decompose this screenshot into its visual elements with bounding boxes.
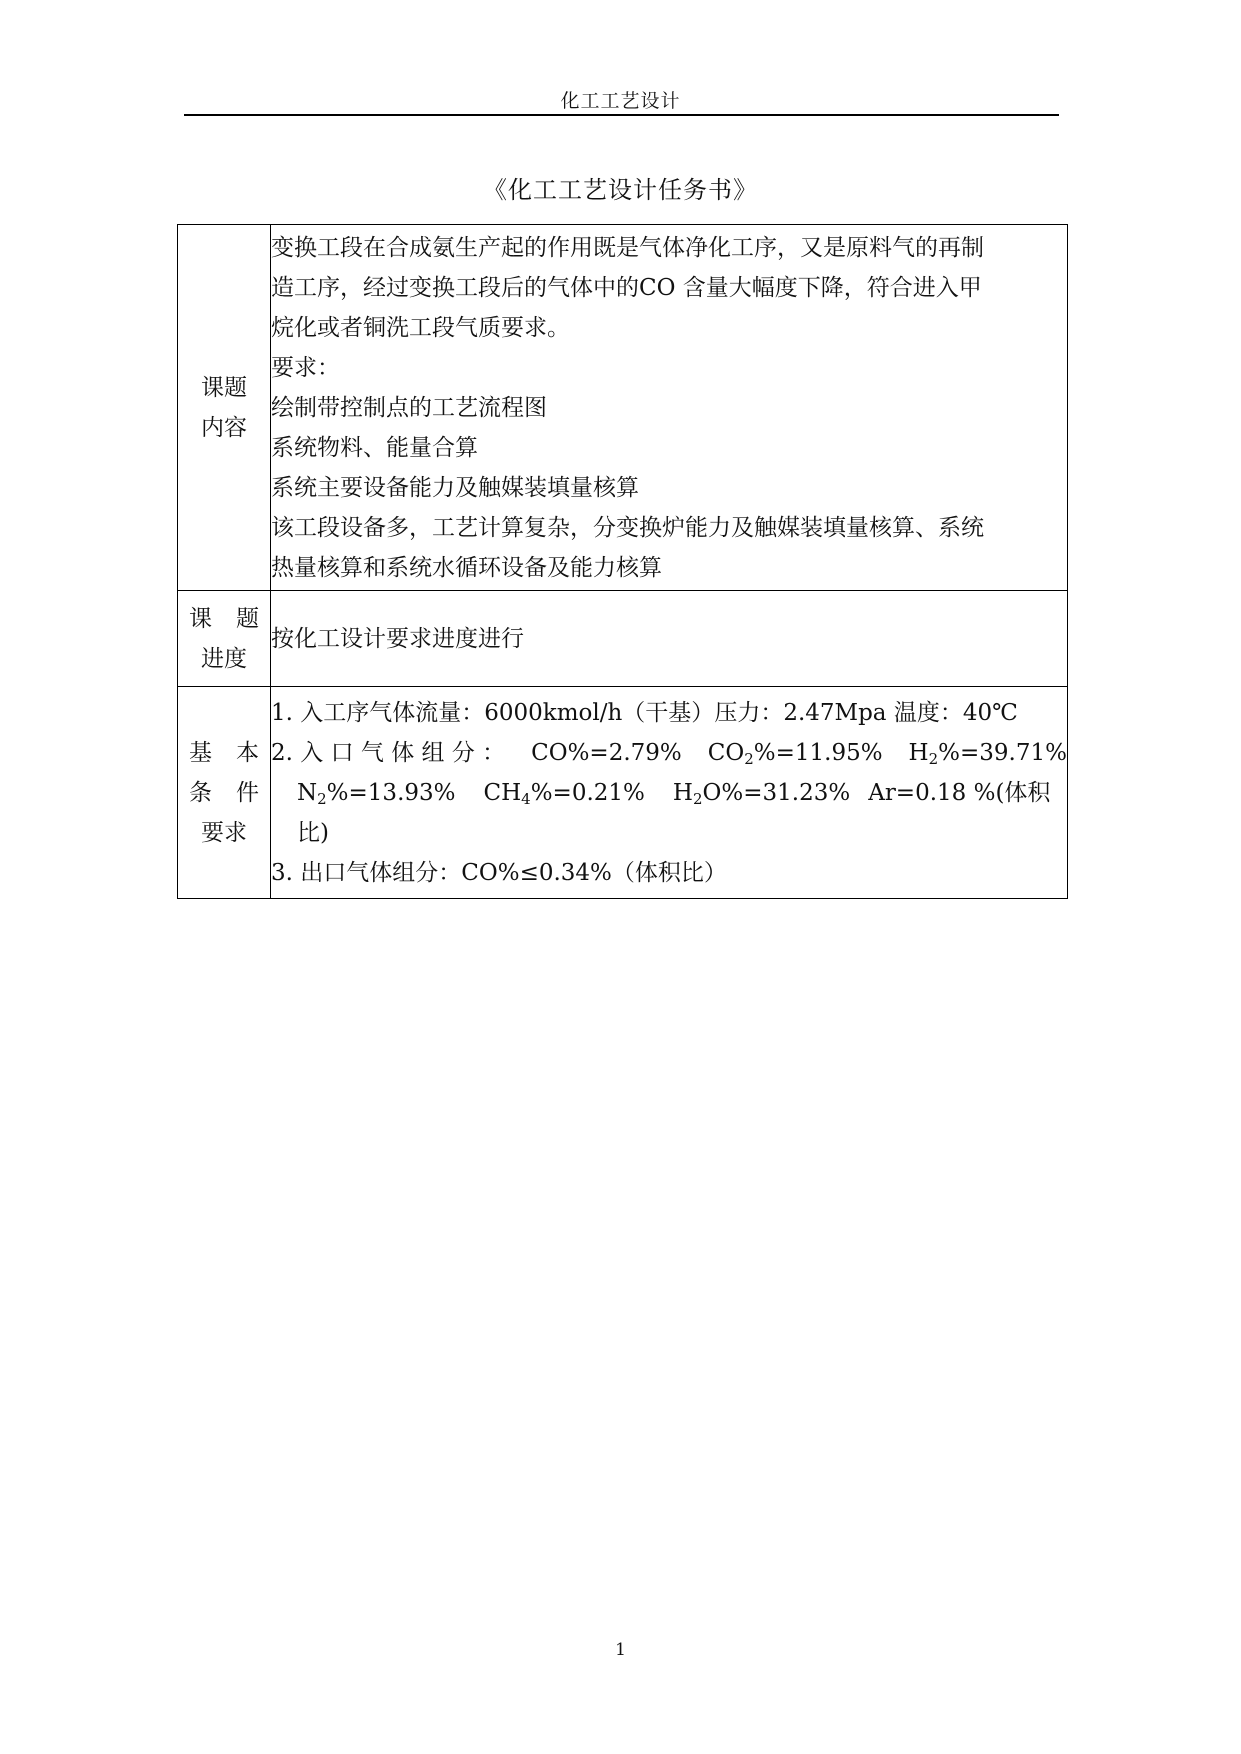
conditions-cell bbox=[271, 687, 1068, 899]
progress-text: 按化工设计要求进度进行 bbox=[271, 625, 524, 652]
requirement-item: 绘制带控制点的工艺流程图 bbox=[271, 394, 547, 421]
condition-item-3 bbox=[271, 853, 1067, 893]
label-conditions bbox=[178, 687, 271, 899]
ch4-value: $CH_4\%=0.21\%$ bbox=[483, 779, 645, 808]
label-char: 基 bbox=[189, 739, 212, 766]
label-char: 课 bbox=[189, 605, 212, 632]
label-line: 课题 bbox=[201, 374, 247, 401]
label-char: 本 bbox=[236, 739, 259, 766]
flow-label: 入工序气体流量： bbox=[300, 699, 485, 726]
pressure-label: 压力： bbox=[714, 699, 784, 726]
n2-value: $N_2\%=13.93\%$ bbox=[297, 779, 456, 808]
task-table bbox=[177, 224, 1068, 899]
intro-line: 造工序，经过变换工段后的气体中的CO 含量大幅度下降，符合进入甲 bbox=[271, 274, 982, 301]
condition-item-2-continued bbox=[271, 773, 1067, 853]
document-title: 《化工工艺设计任务书》 bbox=[483, 176, 758, 204]
progress-cell bbox=[271, 591, 1068, 687]
requirement-item: 系统物料、能量合算 bbox=[271, 434, 478, 461]
page-number: 1 bbox=[615, 1640, 626, 1660]
h2o-value: $H_2O\%=31.23\%$ bbox=[672, 779, 851, 808]
pressure-value: 2.47Mpa bbox=[783, 699, 887, 726]
co-value: CO%=2.79% bbox=[531, 739, 682, 766]
label-line: 进度 bbox=[201, 645, 247, 672]
outlet-gas-text: 出口气体组分：CO%≤0.34%（体积比） bbox=[300, 859, 727, 886]
row-conditions bbox=[178, 687, 1068, 899]
condition-item-1 bbox=[271, 693, 1067, 733]
temperature-value: 40℃ bbox=[962, 699, 1018, 726]
row-topic-content bbox=[178, 225, 1068, 591]
item-number: 1. bbox=[271, 699, 293, 726]
topic-content-cell bbox=[271, 225, 1068, 591]
row-progress bbox=[178, 591, 1068, 687]
item-number: 3. bbox=[271, 859, 293, 886]
label-char: 题 bbox=[236, 605, 259, 632]
requirement-item: 系统主要设备能力及触媒装填量核算 bbox=[271, 474, 639, 501]
flow-value: 6000kmol/h（干基） bbox=[484, 699, 715, 726]
item-number: 2. bbox=[271, 739, 293, 766]
label-line: 内容 bbox=[201, 414, 247, 441]
requirements-heading: 要求： bbox=[271, 354, 340, 381]
inlet-gas-label: 入 口 气 体 组 分 ： bbox=[300, 739, 506, 766]
label-char: 条 bbox=[189, 779, 212, 806]
summary-line: 该工段设备多，工艺计算复杂，分变换炉能力及触媒装填量核算、系统 bbox=[271, 514, 984, 541]
intro-line: 变换工段在合成氨生产起的作用既是气体净化工序，又是原料气的再制 bbox=[271, 234, 984, 261]
condition-item-2 bbox=[271, 733, 1067, 773]
h2-value: $H_2\%=39.71\%$ bbox=[908, 739, 1067, 768]
label-char: 件 bbox=[236, 779, 259, 806]
label-line: 要求 bbox=[201, 819, 247, 846]
running-header: 化工工艺设计 bbox=[560, 90, 681, 112]
co2-value: $CO_2\%=11.95\%$ bbox=[707, 739, 883, 768]
temperature-label: 温度： bbox=[893, 699, 963, 726]
label-topic-content bbox=[178, 225, 271, 591]
intro-line: 烷化或者铜洗工段气质要求。 bbox=[271, 314, 570, 341]
label-progress bbox=[178, 591, 271, 687]
header-rule bbox=[184, 114, 1059, 116]
ar-value: Ar=0.18 %(体积比) bbox=[297, 779, 1051, 846]
summary-line: 热量核算和系统水循环设备及能力核算 bbox=[271, 554, 662, 581]
